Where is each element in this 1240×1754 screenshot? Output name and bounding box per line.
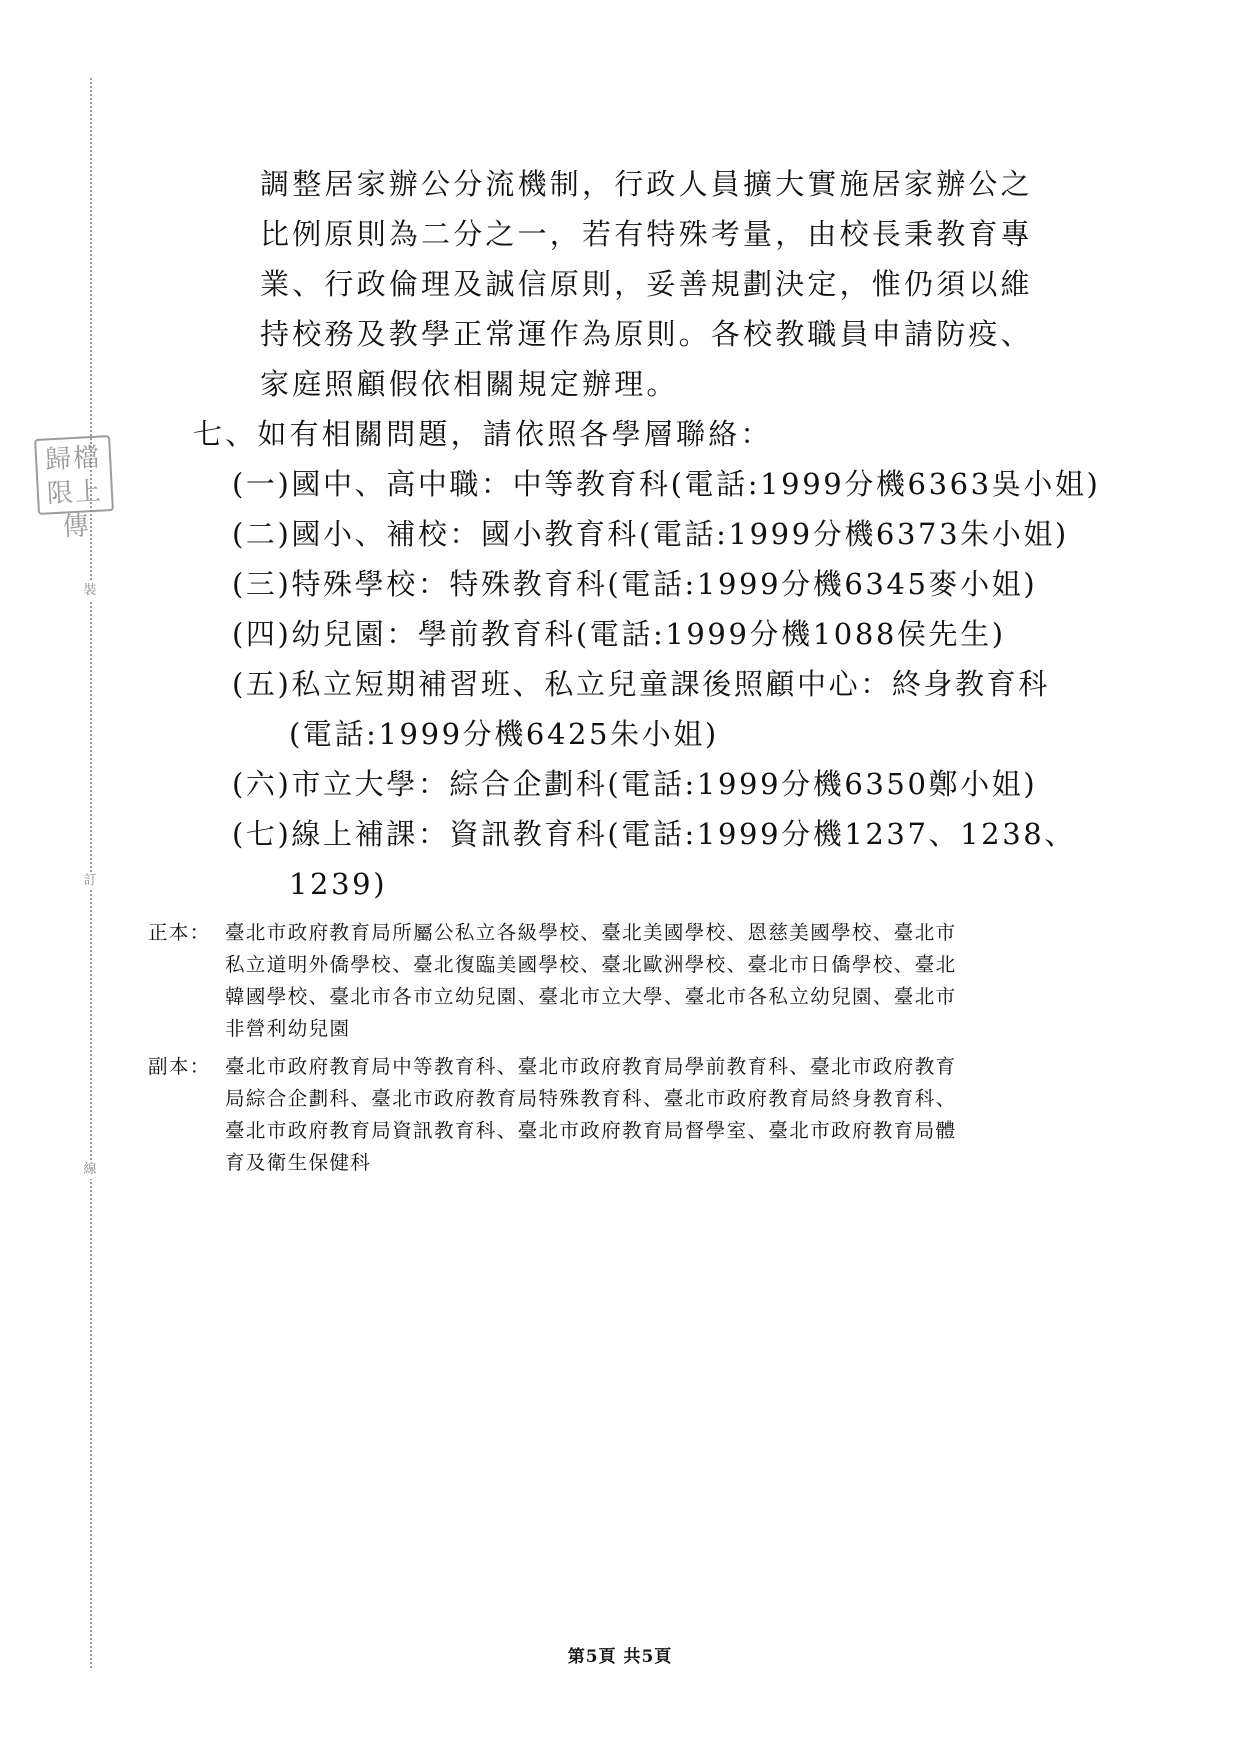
binding-mark-ding: 訂: [80, 872, 100, 890]
contact-item: (三)特殊學校：特殊教育科(電話:1999分機6345麥小姐): [232, 567, 1038, 601]
contact-item-continued: (電話:1999分機6425朱小姐): [289, 717, 719, 751]
copy-recipients-line: 局綜合企劃科、臺北市政府教育局特殊教育科、臺北市政府教育局終身教育科、: [225, 1087, 957, 1110]
page-number: 第5頁 共5頁: [567, 1647, 673, 1667]
copy-recipients-line: 臺北市政府教育局中等教育科、臺北市政府教育局學前教育科、臺北市政府教育: [225, 1055, 957, 1078]
copy-recipients-label: 副本：: [148, 1055, 211, 1078]
contact-item: (四)幼兒園：學前教育科(電話:1999分機1088侯先生): [232, 617, 1006, 651]
contact-item: (五)私立短期補習班、私立兒童課後照顧中心：終身教育科: [232, 667, 1050, 701]
paragraph-line: 家庭照顧假依相關規定辦理。: [260, 367, 679, 401]
binding-mark-zhuang: 裝: [80, 582, 100, 600]
original-recipients-line: 韓國學校、臺北市各市立幼兒園、臺北市立大學、臺北市各私立幼兒園、臺北市: [225, 985, 957, 1008]
contact-item: (二)國小、補校：國小教育科(電話:1999分機6373朱小姐): [232, 517, 1069, 551]
contact-item-continued: 1239): [289, 867, 388, 901]
original-recipients-line: 臺北市政府教育局所屬公私立各級學校、臺北美國學校、恩慈美國學校、臺北市: [225, 921, 957, 944]
paragraph-line: 持校務及教學正常運作為原則。各校教職員申請防疫、: [260, 317, 1033, 351]
original-recipients-line: 非營利幼兒園: [225, 1017, 351, 1040]
binding-mark-xian: 線: [80, 1161, 100, 1179]
original-recipients-line: 私立道明外僑學校、臺北復臨美國學校、臺北歐洲學校、臺北市日僑學校、臺北: [225, 953, 957, 976]
contact-item: (六)市立大學：綜合企劃科(電話:1999分機6350鄭小姐): [232, 767, 1038, 801]
section-heading: 七、如有相關問題，請依照各學層聯絡：: [193, 417, 773, 451]
archive-stamp: 歸檔 限上傳: [34, 435, 114, 515]
paragraph-line: 比例原則為二分之一，若有特殊考量，由校長秉教育專: [260, 217, 1033, 251]
contact-item: (七)線上補課：資訊教育科(電話:1999分機1237、1238、: [232, 817, 1076, 851]
copy-recipients-line: 育及衛生保健科: [225, 1151, 372, 1174]
paragraph-line: 調整居家辦公分流機制，行政人員擴大實施居家辦公之: [260, 167, 1033, 201]
original-recipients-label: 正本：: [148, 921, 211, 944]
copy-recipients-line: 臺北市政府教育局資訊教育科、臺北市政府教育局督學室、臺北市政府教育局體: [225, 1119, 957, 1142]
paragraph-line: 業、行政倫理及誠信原則，妥善規劃決定，惟仍須以維: [260, 267, 1033, 301]
contact-item: (一)國中、高中職：中等教育科(電話:1999分機6363吳小姐): [232, 467, 1101, 501]
